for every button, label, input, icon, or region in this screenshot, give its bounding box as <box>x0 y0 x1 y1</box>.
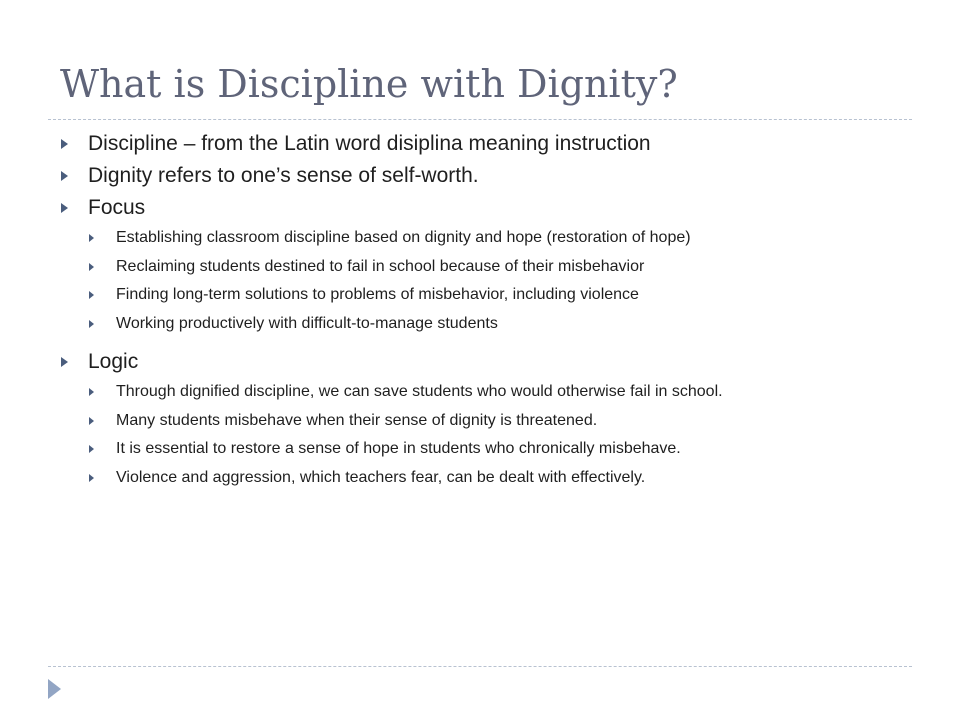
bullet-text: Focus <box>88 196 146 219</box>
sub-bullet-arrow-icon <box>89 445 94 453</box>
sub-bullet-item <box>60 253 900 282</box>
bullet-list <box>60 128 900 492</box>
sub-bullet-arrow-icon <box>89 474 94 482</box>
bullet-item <box>60 192 900 224</box>
sub-bullet-arrow-icon <box>89 320 94 328</box>
sub-bullet-arrow-icon <box>89 263 94 271</box>
sub-bullet-text: Many students misbehave when their sense of dignity is threatened. <box>116 411 598 429</box>
sub-bullet-item <box>60 464 900 493</box>
sub-bullet-item <box>60 378 900 407</box>
play-triangle-icon <box>48 679 61 699</box>
sub-bullet-item <box>60 407 900 436</box>
sub-bullet-text: Reclaiming students destined to fail in school because of their misbehavior <box>116 257 645 275</box>
sub-bullet-arrow-icon <box>89 234 94 242</box>
bullet-arrow-icon <box>61 171 68 181</box>
sub-bullet-text: It is essential to restore a sense of hope in students who chronically misbehave. <box>116 440 681 457</box>
sub-bullet-text: Through dignified discipline, we can save students who would otherwise fail in school. <box>116 383 723 400</box>
slide-title: What is Discipline with Dignity? <box>60 62 678 106</box>
title-divider <box>48 119 912 120</box>
sub-bullet-arrow-icon <box>89 291 94 299</box>
sub-bullet-item <box>60 435 900 464</box>
sub-bullet-text: Working productively with difficult-to-manage students <box>116 314 498 332</box>
sub-bullet-arrow-icon <box>89 417 94 425</box>
sub-bullet-text: Finding long-term solutions to problems of misbehavior, including violence <box>116 286 639 303</box>
sub-bullet-item <box>60 310 900 339</box>
footer-divider <box>48 666 912 667</box>
sub-bullet-text: Establishing classroom discipline based on dignity and hope (restoration of hope) <box>116 229 691 246</box>
sub-bullet-text: Violence and aggression, which teachers fear, can be dealt with effectively. <box>116 468 646 486</box>
bullet-text: Logic <box>88 350 139 373</box>
sub-bullet-item <box>60 224 900 253</box>
bullet-text: Discipline – from the Latin word disiplina meaning instruction <box>88 132 651 155</box>
bullet-item <box>60 160 900 192</box>
bullet-arrow-icon <box>61 203 68 213</box>
bullet-arrow-icon <box>61 357 68 367</box>
sub-bullet-item <box>60 281 900 310</box>
bullet-item <box>60 128 900 160</box>
bullet-text: Dignity refers to one’s sense of self-worth. <box>88 164 479 187</box>
sub-bullet-arrow-icon <box>89 388 94 396</box>
bullet-arrow-icon <box>61 139 68 149</box>
bullet-item <box>60 346 900 378</box>
